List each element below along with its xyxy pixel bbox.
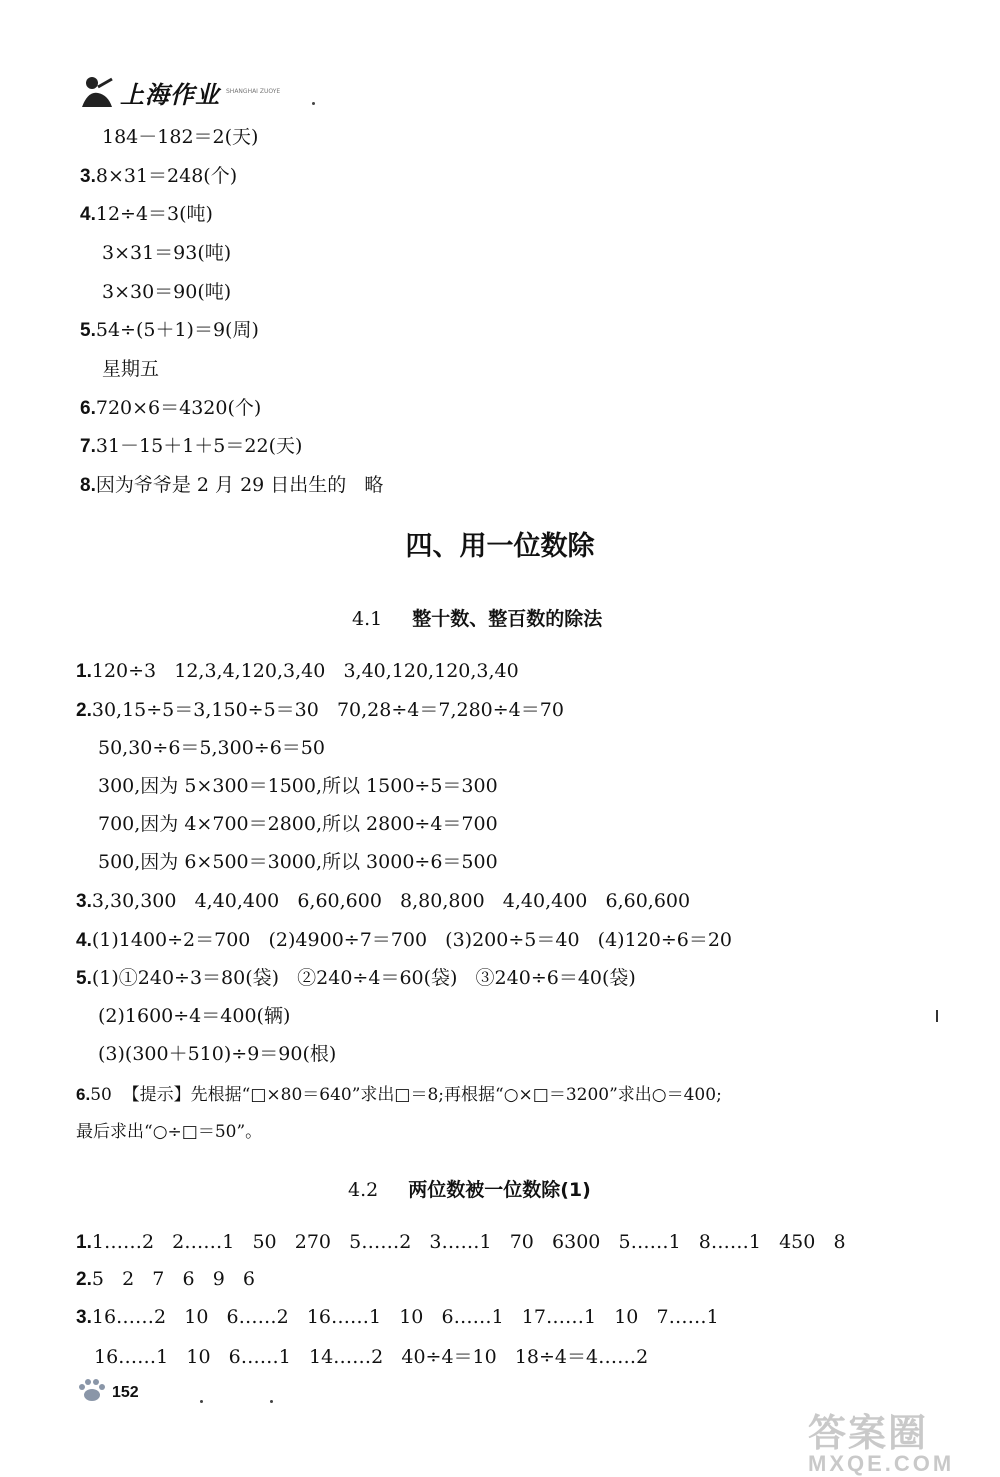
section-heading: 4.1 整十数、整百数的除法 (352, 608, 603, 630)
answer-line: 1.1……2 2……1 50 270 5……2 3……1 70 6300 5……1 8……1 450 8 (76, 1231, 846, 1253)
stray-dot (270, 1400, 273, 1403)
watermark (808, 1402, 993, 1476)
answer-line: 3.8×31＝248(个) (80, 165, 238, 187)
answer-line: (3)(300＋510)÷9＝90(根) (98, 1043, 337, 1065)
logo-subtitle: SHANGHAI ZUOYE (226, 88, 281, 95)
answer-line: 1.120÷3 12,3,4,120,3,40 3,40,120,120,3,40 (76, 660, 519, 682)
answer-line: 16……1 10 6……1 14……2 40÷4＝10 18÷4＝4……2 (94, 1346, 649, 1368)
answer-line: 8.因为爷爷是 2 月 29 日出生的 略 (80, 474, 384, 496)
chapter-title: 四、用一位数除 (405, 531, 595, 562)
answer-line: 5.(1)①240÷3＝80(袋) ②240÷4＝60(袋) ③240÷6＝40(袋) (76, 967, 636, 989)
answer-line: 5.54÷(5＋1)＝9(周) (80, 319, 259, 341)
answer-line: 184－182＝2(天) (102, 126, 259, 148)
answer-line: 4.(1)1400÷2＝700 (2)4900÷7＝700 (3)200÷5＝40 (4)120÷6＝20 (76, 929, 733, 951)
watermark-url: MXQE.COM (808, 1451, 955, 1476)
answer-line: 3.3,30,300 4,40,400 6,60,600 8,80,800 4,40,400 6,60,600 (76, 890, 691, 912)
page-number: 152 (112, 1384, 139, 1401)
answer-line: 300,因为 5×300＝1500,所以 1500÷5＝300 (98, 775, 498, 797)
answer-line: 3×31＝93(吨) (102, 242, 232, 264)
logo-figure-icon (78, 73, 116, 111)
stray-dot (312, 102, 315, 105)
answer-line: 最后求出“○÷□＝50”。 (76, 1122, 263, 1142)
section-heading: 4.2 两位数被一位数除(1) (348, 1179, 591, 1201)
stray-mark (936, 1010, 938, 1022)
watermark-title: 答案圈 (808, 1411, 929, 1455)
answer-line: 6.720×6＝4320(个) (80, 397, 262, 419)
stray-dot (200, 1400, 203, 1403)
header-logo (78, 72, 280, 112)
paw-icon (76, 1376, 108, 1404)
answer-line: 4.12÷4＝3(吨) (80, 203, 213, 225)
answer-line: (2)1600÷4＝400(辆) (98, 1005, 291, 1027)
answer-line: 2.30,15÷5＝3,150÷5＝30 70,28÷4＝7,280÷4＝70 (76, 699, 564, 721)
answer-line: 2.5 2 7 6 9 6 (76, 1268, 255, 1290)
answer-line: 星期五 (102, 358, 160, 380)
answer-line: 700,因为 4×700＝2800,所以 2800÷4＝700 (98, 813, 498, 835)
answer-line: 50,30÷6＝5,300÷6＝50 (98, 737, 325, 759)
answer-line: 7.31－15＋1＋5＝22(天) (80, 435, 303, 457)
answer-line: 500,因为 6×500＝3000,所以 3000÷6＝500 (98, 851, 498, 873)
answer-line: 3.16……2 10 6……2 16……1 10 6……1 17……1 10 7……1 (76, 1306, 719, 1328)
logo-text: 上海作业 (120, 80, 220, 109)
answer-line: 3×30＝90(吨) (102, 281, 232, 303)
answer-line: 6.50 【提示】先根据“□×80＝640”求出□＝8;再根据“○×□＝3200”求出○＝400; (76, 1085, 722, 1105)
